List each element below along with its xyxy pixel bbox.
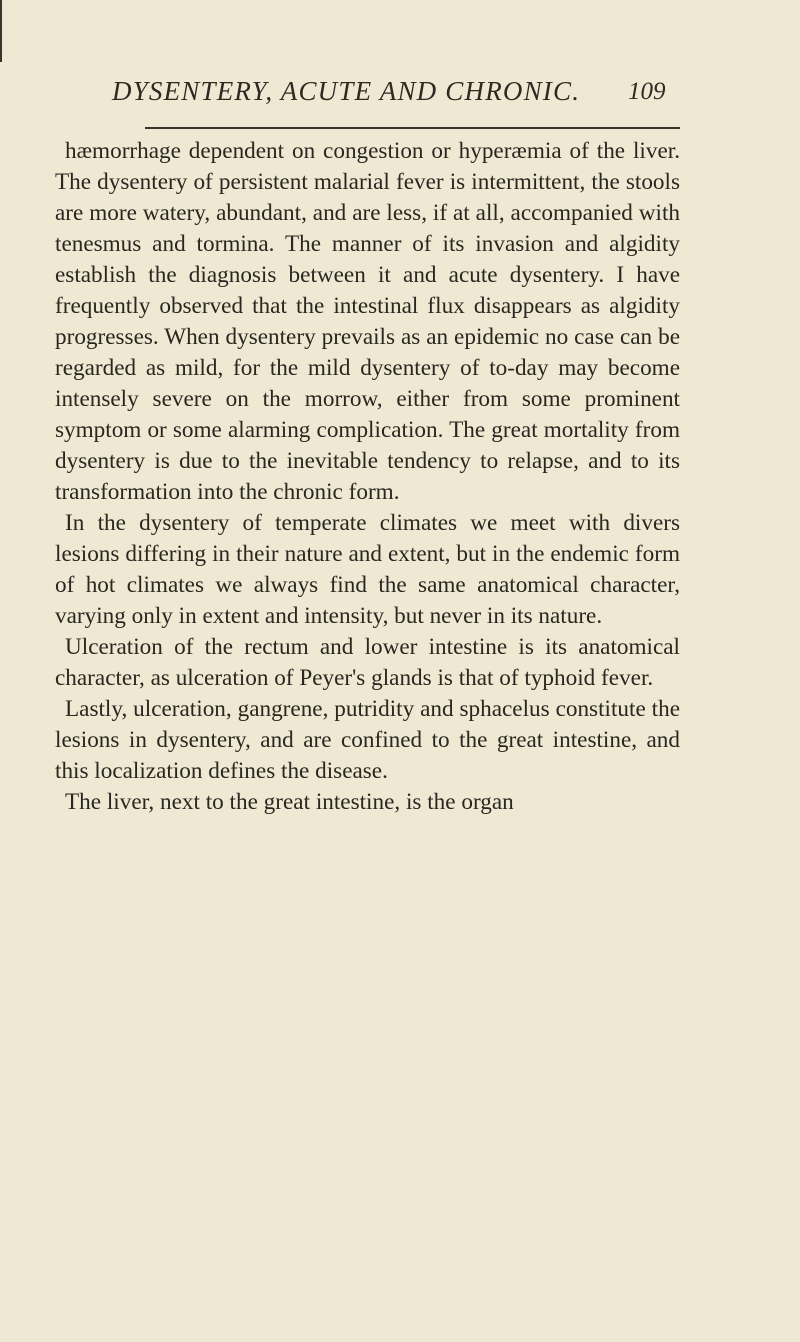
paragraph-5: The liver, next to the great intestine, is the organ	[65, 789, 514, 815]
paragraph-4: Lastly, ulceration, gangrene, putridity and sphacelus constitute the lesions in dysentery, and are confined to the great intestine, and this localization defines the disease.	[55, 696, 680, 784]
header-rule	[145, 127, 680, 129]
running-title: DYSENTERY, ACUTE AND CHRONIC.	[112, 76, 581, 106]
page-edge-line	[0, 0, 2, 62]
page-number: 109	[628, 78, 666, 105]
running-head	[90, 70, 690, 118]
paragraph-1: hæmorrhage dependent on congestion or hyperæmia of the liver. The dysentery of persistent malarial fever is intermittent, the stools are more watery, abundant, and are less, if at all, accompanied with tenesmus and tormina. The manner of its invasion and algidity establish the diagnosis between it and acute dysentery. I have frequently observed that the intestinal flux disappears as algidity progresses. When dysentery prevails as an epidemic no case can be regarded as mild, for the mild dysentery of to-day may become intensely severe on the morrow, either from some prominent symptom or some alarming complication. The great mortality from dysentery is due to the inevitable tendency to relapse, and to its transformation into the chronic form.	[55, 138, 680, 505]
paragraph-2: In the dysentery of temperate climates we meet with divers lesions differing in their nature and extent, but in the endemic form of hot climates we always find the same anatomical character, varying only in extent and intensity, but never in its nature.	[55, 510, 680, 629]
body-text	[55, 136, 680, 818]
paragraph-3: Ulceration of the rectum and lower intestine is its anatomical character, as ulceration of Peyer's glands is that of typhoid fever.	[55, 634, 680, 691]
